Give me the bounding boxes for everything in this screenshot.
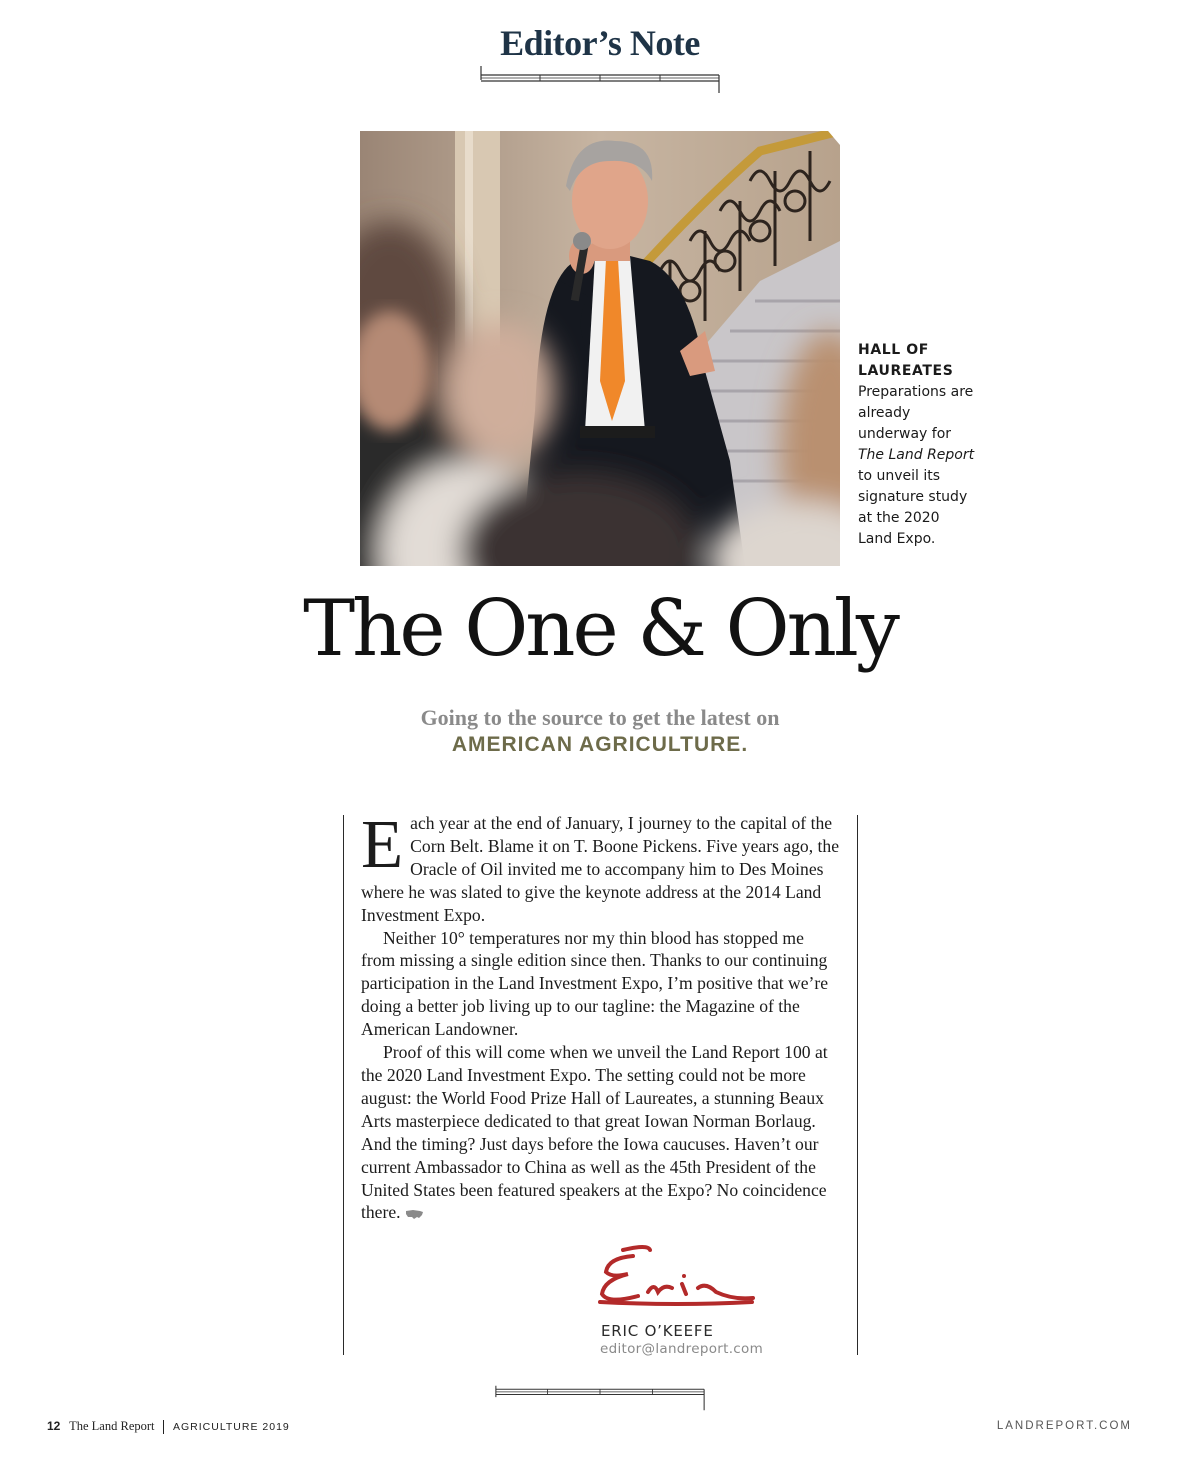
drop-cap: E	[361, 806, 404, 882]
column-rule-right	[857, 815, 858, 1355]
paragraph-2: Neither 10° temperatures nor my thin blood has stopped me from missing a single edition since then. Thanks to our continuing participation in the Land Investment Expo, I’m positive that we’re doing a better job living up to our tagline: the Magazine of the American Landowner.	[361, 927, 829, 1040]
footer-rule-ornament	[478, 1384, 722, 1412]
article-body	[361, 806, 842, 1224]
photo-caption	[858, 340, 978, 550]
caption-text-before: Preparations are already underway for	[858, 384, 974, 442]
subhead-period: .	[741, 733, 749, 756]
author-email[interactable]: editor@landreport.com	[600, 1341, 764, 1357]
author-signature	[598, 1244, 758, 1312]
column-rule-left	[343, 815, 344, 1355]
footer-website[interactable]: LANDREPORT.COM	[996, 1420, 1132, 1432]
paragraph-1	[361, 806, 842, 927]
header-rule-ornament	[478, 66, 722, 94]
caption-heading: HALL OF LAUREATES	[858, 342, 954, 379]
footer-issue: AGRICULTURE 2019	[173, 1421, 290, 1433]
caption-text-after: to unveil its signature study at the 2020 Land Expo.	[858, 468, 968, 547]
subhead-emphasis: AMERICAN AGRICULTURE	[451, 733, 742, 756]
paragraph-1-text: ach year at the end of January, I journey to the capital of the Corn Belt. Blame it on T. Boone Pickens. Five years ago, the Oracle of Oil invited me to accompany him to Des Moines where he was slated to give the keynote address at the 2014 Land Investment Expo.	[361, 813, 840, 925]
speaker-photo-illustration	[360, 131, 840, 566]
paragraph-3-text: Proof of this will come when we unveil the Land Report 100 at the 2020 Land Investment Expo. The setting could not be more august: the World Food Prize Hall of Laureates, a stunning Beaux Arts masterpiece dedicated to that great Iowan Norman Borlaug. And the timing? Just days before the Iowa caucuses. Haven’t our current Ambassador to China as well as the 45th President of the United States been featured speakers at the Expo? No coincidence there.	[361, 1042, 828, 1223]
usa-map-icon	[405, 1209, 424, 1220]
section-title: Editor’s Note	[500, 23, 700, 63]
paragraph-3	[361, 1041, 842, 1224]
subhead-line1: Going to the source to get the latest on	[420, 705, 780, 730]
subhead-line2	[0, 733, 1200, 757]
headline: The One & Only	[303, 584, 897, 674]
author-name: ERIC O’KEEFE	[601, 1322, 714, 1340]
page-number: 12	[47, 1419, 61, 1433]
caption-publication: The Land Report	[858, 447, 975, 463]
footer-folio	[47, 1419, 290, 1434]
footer-divider	[163, 1420, 164, 1434]
footer-publication: The Land Report	[69, 1419, 155, 1433]
speaker-photo	[360, 131, 840, 566]
